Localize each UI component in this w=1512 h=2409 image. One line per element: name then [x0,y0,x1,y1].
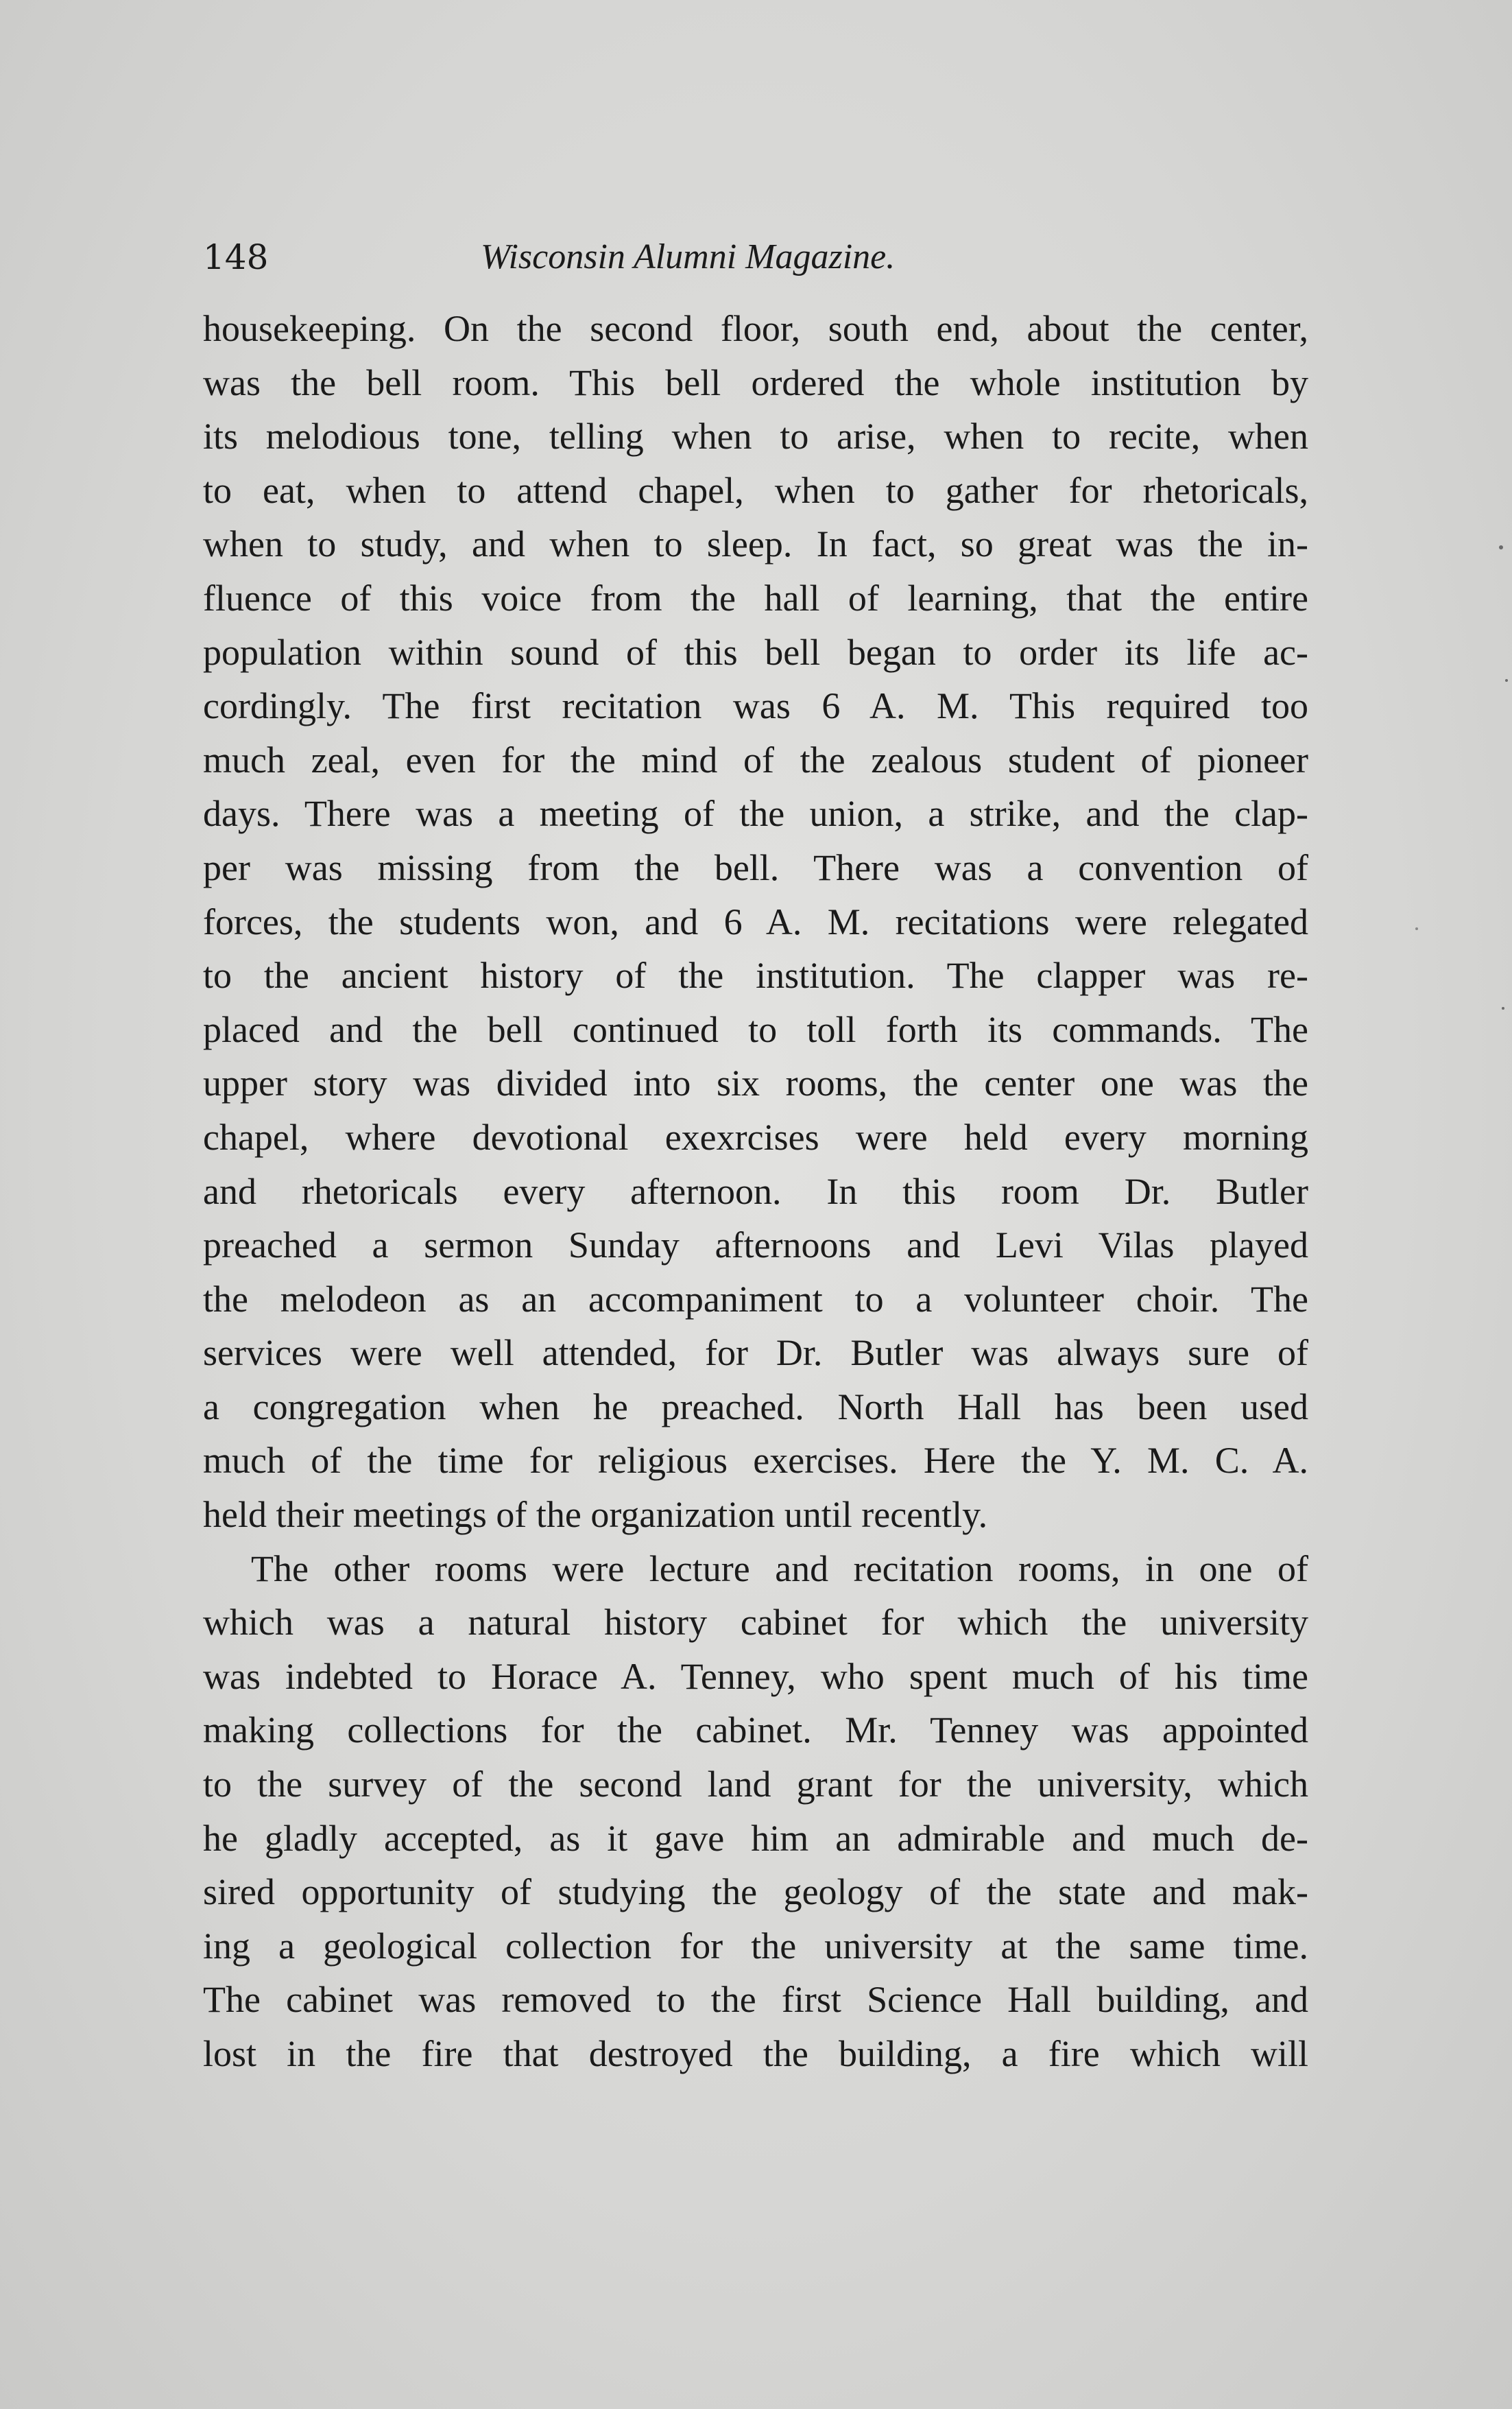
text-line: its melodious tone, telling when to arise, when to recite, when [203,416,1308,458]
text-line: to the ancient history of the institution. The clapper was re- [203,955,1308,997]
text-line: sired opportunity of studying the geology of the state and mak- [203,1871,1308,1913]
text-line: cordingly. The first recitation was 6 A. M. This required too [203,685,1308,727]
scan-speck [1502,1007,1504,1010]
text-line: the melodeon as an accompaniment to a volunteer choir. The [203,1278,1308,1320]
text-line: upper story was divided into six rooms, the center one was the [203,1063,1308,1104]
text-line: housekeeping. On the second floor, south end, about the center, [203,308,1308,349]
text-line: he gladly accepted, as it gave him an admirable and much de- [203,1817,1308,1859]
text-line: The other rooms were lecture and recitation rooms, in one of [251,1547,1308,1589]
text-line: was indebted to Horace A. Tenney, who spent much of his time [203,1655,1308,1697]
text-line: per was missing from the bell. There was a convention of [203,846,1308,888]
page-header [203,230,1012,285]
text-line: much of the time for religious exercises. Here the Y. M. C. A. [203,1440,1308,1482]
text-line: services were well attended, for Dr. Butler was always sure of [203,1332,1308,1374]
text-line: to eat, when to attend chapel, when to gather for rhetoricals, [203,469,1308,511]
scan-speck [1505,679,1508,682]
text-line: fluence of this voice from the hall of learning, that the entire [203,577,1308,619]
text-line: a congregation when he preached. North Hall has been used [203,1386,1308,1427]
text-line: and rhetoricals every afternoon. In this room Dr. Butler [203,1170,1308,1212]
text-line: when to study, and when to sleep. In fact, so great was the in- [203,523,1308,565]
text-line: making collections for the cabinet. Mr. Tenney was appointed [203,1709,1308,1751]
text-line: held their meetings of the organization until recently. [203,1494,988,1536]
text-line: was the bell room. This bell ordered the whole institution by [203,361,1308,403]
text-line: lost in the fire that destroyed the building, a fire which will [203,2033,1308,2074]
body-text [203,302,1308,2081]
text-line: which was a natural history cabinet for which the university [203,1602,1308,1643]
scan-speck [1499,545,1503,549]
text-line: ing a geological collection for the university at the same time. [203,1925,1308,1967]
running-title: Wisconsin Alumni Magazine. [481,237,896,276]
text-line: placed and the bell continued to toll forth its commands. The [203,1008,1308,1050]
page-number: 148 [203,237,269,277]
scan-speck [1415,927,1418,930]
text-line: much zeal, even for the mind of the zealous student of pioneer [203,739,1308,781]
text-line: days. There was a meeting of the union, a strike, and the clap- [203,793,1308,835]
text-line: forces, the students won, and 6 A. M. recitations were relegated [203,901,1308,942]
text-line: preached a sermon Sunday afternoons and Levi Vilas played [203,1224,1308,1266]
text-line: to the survey of the second land grant for the university, which [203,1764,1308,1805]
text-line: The cabinet was removed to the first Science Hall building, and [203,1979,1308,2021]
text-line: chapel, where devotional exexrcises were held every morning [203,1116,1308,1158]
text-line: population within sound of this bell began to order its life ac- [203,631,1308,673]
